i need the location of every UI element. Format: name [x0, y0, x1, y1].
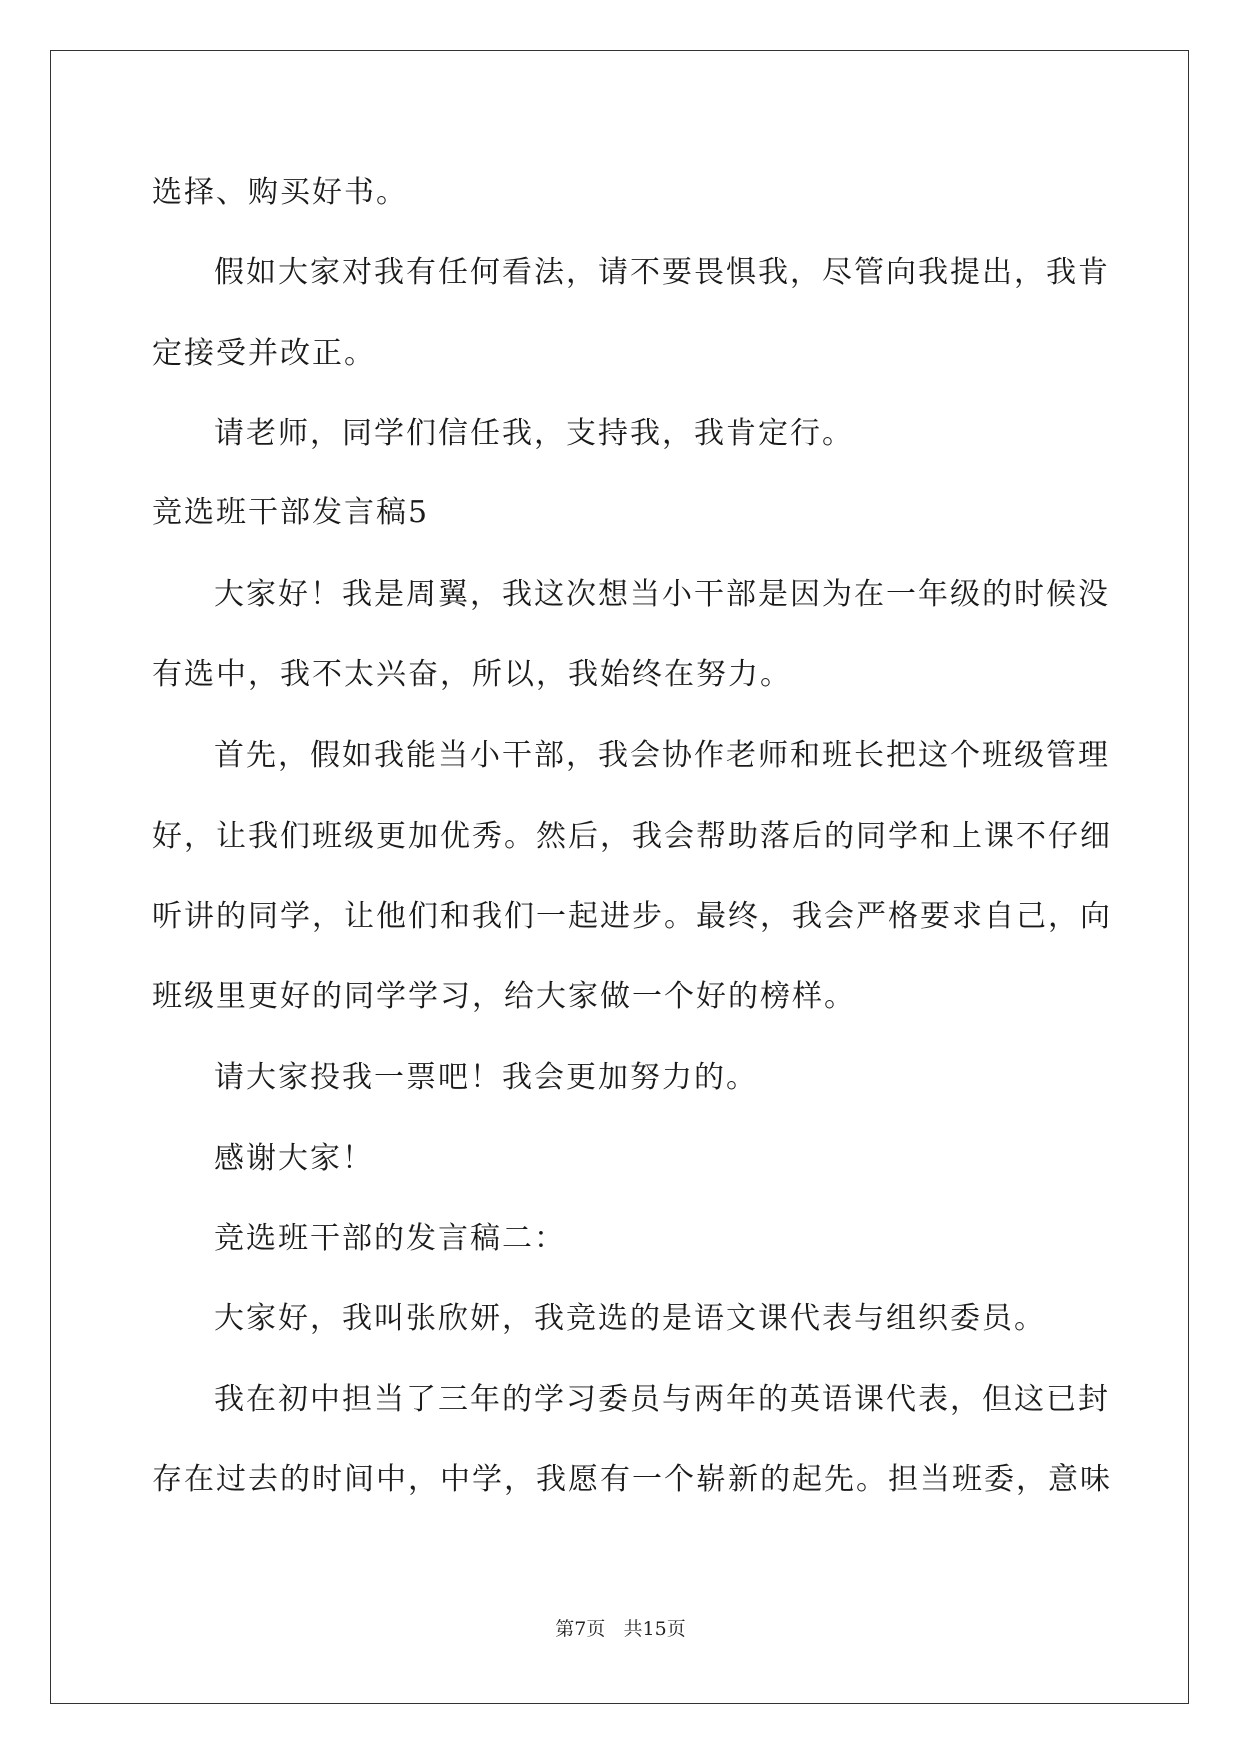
- text-line-15: 大家好，我叫张欣妍，我竞选的是语文课代表与组织委员。: [214, 1301, 1046, 1336]
- text-line-14: 竞选班干部的发言稿二：: [214, 1221, 566, 1256]
- text-line-13: 感谢大家！: [214, 1141, 374, 1176]
- text-line-3: 定接受并改正。: [152, 336, 376, 371]
- text-line-17: 存在过去的时间中，中学，我愿有一个崭新的起先。担当班委，意味: [152, 1462, 1112, 1497]
- page-number: 第7页: [555, 1618, 606, 1640]
- text-line-8: 首先，假如我能当小干部，我会协作老师和班长把这个班级管理: [214, 738, 1110, 773]
- text-line-11: 班级里更好的同学学习，给大家做一个好的榜样。: [152, 979, 856, 1014]
- text-line-4: 请老师，同学们信任我，支持我，我肯定行。: [214, 416, 854, 451]
- page-total: 共15页: [623, 1618, 686, 1640]
- text-line-7: 有选中，我不太兴奋，所以，我始终在努力。: [152, 657, 792, 692]
- text-line-2: 假如大家对我有任何看法，请不要畏惧我，尽管向我提出，我肯: [214, 255, 1110, 290]
- text-line-16: 我在初中担当了三年的学习委员与两年的英语课代表，但这已封: [214, 1382, 1110, 1417]
- page-border: [50, 50, 1189, 1704]
- page-footer: [0, 1617, 1241, 1641]
- text-line-9: 好，让我们班级更加优秀。然后，我会帮助落后的同学和上课不仔细: [152, 819, 1112, 854]
- text-line-12: 请大家投我一票吧！我会更加努力的。: [214, 1060, 758, 1095]
- section-heading-5: 竞选班干部发言稿5: [152, 495, 430, 530]
- text-line-6: 大家好！我是周翼，我这次想当小干部是因为在一年级的时候没: [214, 577, 1110, 612]
- text-line-10: 听讲的同学，让他们和我们一起进步。最终，我会严格要求自己，向: [152, 899, 1112, 934]
- text-line-1: 选择、购买好书。: [152, 175, 408, 210]
